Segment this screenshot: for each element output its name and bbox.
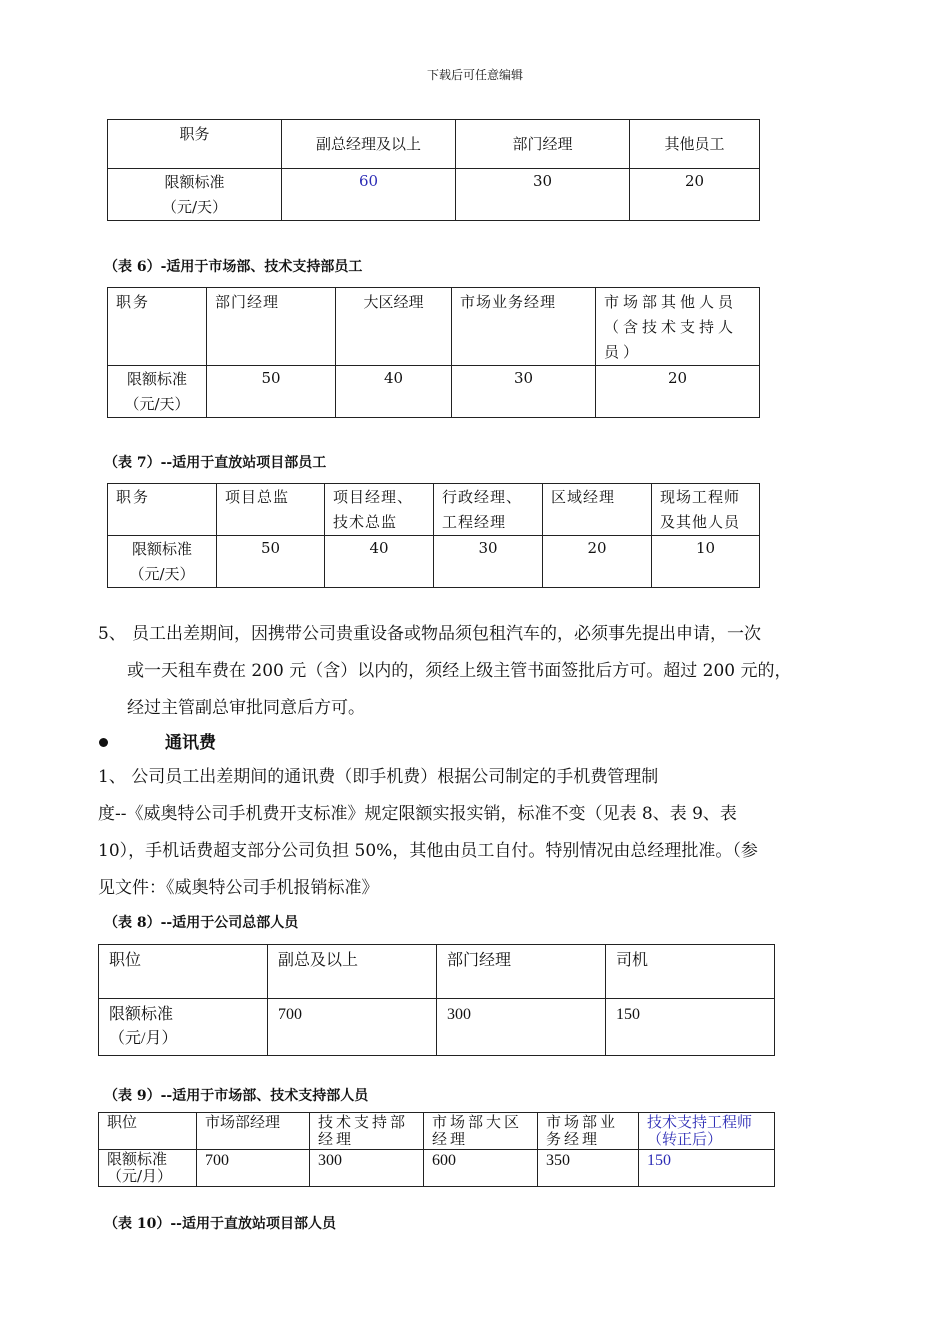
header-cell: 职位: [99, 1113, 197, 1150]
header-cell: 技术支持工程师 （转正后）: [639, 1113, 775, 1150]
header-cell: 大区经理: [336, 288, 452, 366]
header-cell: 副总经理及以上: [282, 120, 456, 169]
value-cell: 50: [207, 366, 336, 418]
value-cell: 10: [652, 536, 760, 588]
table-10-caption: （表 10）--适用于直放站项目部人员: [104, 1216, 336, 1232]
value-cell: 150: [639, 1150, 775, 1187]
value-cell: 40: [336, 366, 452, 418]
value-cell: 20: [596, 366, 760, 418]
header-cell: 部门经理: [207, 288, 336, 366]
header-cell: 市场部大区经理: [424, 1113, 538, 1150]
header-cell: 其他员工: [630, 120, 760, 169]
row-label: 限额标准 （元/月）: [99, 999, 268, 1056]
value-cell: 350: [538, 1150, 639, 1187]
header-cell: 市场部其他人员（含技术支持人员）: [596, 288, 760, 366]
table-9: [98, 1112, 775, 1187]
header-cell: 副总及以上: [268, 945, 437, 999]
item-1-line: 1、 公司员工出差期间的通讯费（即手机费）根据公司制定的手机费管理制: [98, 767, 659, 787]
header-cell: 市场部业务经理: [538, 1113, 639, 1150]
table-9-caption: （表 9）--适用于市场部、技术支持部人员: [104, 1088, 369, 1104]
row-label: 限额标准 （元/天）: [108, 169, 282, 221]
value-cell: 300: [310, 1150, 424, 1187]
table-8-caption: （表 8）--适用于公司总部人员: [104, 915, 299, 931]
section-title: 通讯费: [165, 733, 216, 753]
header-cell: 项目总监: [217, 484, 325, 536]
header-cell: 区域经理: [543, 484, 652, 536]
header-cell: 现场工程师及其他人员: [652, 484, 760, 536]
value-cell: 20: [543, 536, 652, 588]
item-5-line: 或一天租车费在 200 元（含）以内的，须经上级主管书面签批后方可。超过 200 元的，: [127, 661, 792, 681]
header-cell: 市场业务经理: [452, 288, 596, 366]
item-5-line: 员工出差期间，因携带公司贵重设备或物品须包租汽车的，必须事先提出申请，一次: [132, 624, 761, 644]
item-1-line: 见文件：《威奥特公司手机报销标准》: [98, 878, 379, 898]
header-cell: 职务: [108, 120, 282, 169]
value-cell: 600: [424, 1150, 538, 1187]
header-cell: 职位: [99, 945, 268, 999]
item-1-line: 度--《威奥特公司手机费开支标准》规定限额实报实销，标准不变（见表 8、表 9、表: [98, 804, 737, 824]
value-cell: 700: [268, 999, 437, 1056]
item-5-number: 5、: [98, 624, 126, 644]
header-cell: 行政经理、工程经理: [434, 484, 543, 536]
item-5-line: 经过主管副总审批同意后方可。: [127, 698, 365, 718]
value-cell: 700: [197, 1150, 310, 1187]
item-1-line: 10），手机话费超支部分公司负担 50%，其他由员工自付。特别情况由总经理批准。（参: [98, 841, 758, 861]
value-cell: 150: [606, 999, 775, 1056]
table-8: [98, 944, 775, 1056]
header-cell: 职务: [108, 484, 217, 536]
value-cell: 20: [630, 169, 760, 221]
header-cell: 部门经理: [456, 120, 630, 169]
header-cell: 部门经理: [437, 945, 606, 999]
bullet-icon: [99, 738, 108, 747]
header-cell: 项目经理、技术总监: [325, 484, 434, 536]
row-label: 限额标准 （元/月）: [99, 1150, 197, 1187]
value-cell: 30: [452, 366, 596, 418]
row-label: 限额标准 （元/天）: [108, 536, 217, 588]
value-cell: 40: [325, 536, 434, 588]
table-6: [107, 287, 760, 418]
header-cell: 司机: [606, 945, 775, 999]
table-5: [107, 119, 760, 221]
row-label: 限额标准 （元/天）: [108, 366, 207, 418]
table-7-caption: （表 7）--适用于直放站项目部员工: [104, 455, 327, 471]
value-cell: 30: [456, 169, 630, 221]
value-cell: 60: [282, 169, 456, 221]
value-cell: 300: [437, 999, 606, 1056]
value-cell: 30: [434, 536, 543, 588]
page-header: 下载后可任意编辑: [426, 68, 523, 82]
table-7: [107, 483, 760, 588]
table-6-caption: （表 6）-适用于市场部、技术支持部员工: [104, 259, 363, 275]
header-cell: 市场部经理: [197, 1113, 310, 1150]
header-cell: 职务: [108, 288, 207, 366]
value-cell: 50: [217, 536, 325, 588]
header-cell: 技术支持部经理: [310, 1113, 424, 1150]
